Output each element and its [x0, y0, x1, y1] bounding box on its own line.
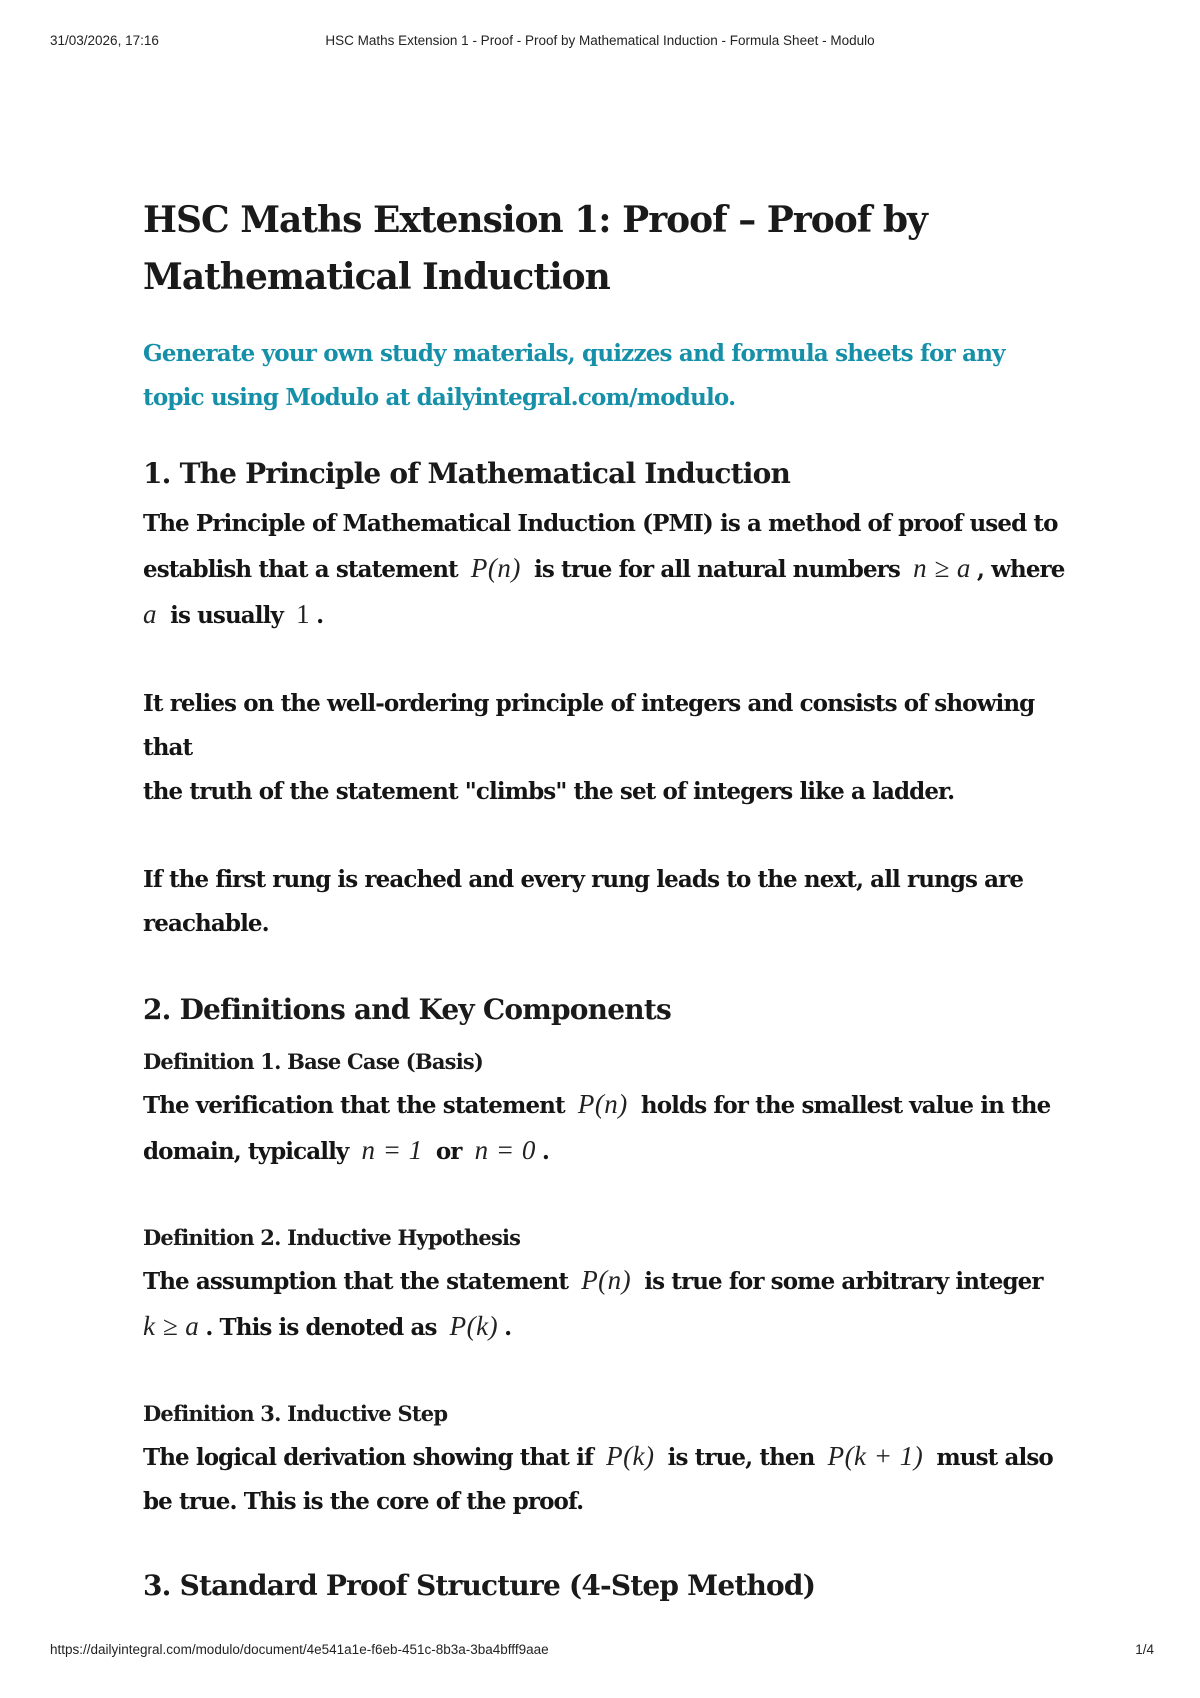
definition-1-body	[143, 1082, 1083, 1174]
s1-p1-text-c: is true for all natural numbers	[534, 556, 900, 583]
document-title	[143, 192, 1083, 306]
math-one: 1	[296, 599, 311, 629]
def3-text-a: The logical derivation showing that if	[143, 1444, 593, 1471]
page-number: 1/4	[1135, 1642, 1154, 1657]
s1-p1-text-d: , where	[976, 556, 1065, 583]
def2-text-a: The assumption that the statement	[143, 1268, 569, 1295]
math-k-ge-a: k ≥ a	[143, 1311, 200, 1341]
s1-p3-line2: reachable.	[143, 910, 269, 937]
s1-p2-line1: It relies on the well-ordering principle of integers and consists of showing that	[143, 690, 1035, 761]
math-a: a	[143, 599, 157, 629]
def2-text-b: is true for some arbitrary integer	[644, 1268, 1043, 1295]
s1-p1-text-a: The Principle of Mathematical Induction (PMI) is a method of proof used to	[143, 510, 1058, 537]
section-3-heading: 3. Standard Proof Structure (4-Step Method)	[143, 1569, 816, 1602]
math-n-eq-1: n = 1	[361, 1135, 423, 1165]
def1-text-b: holds for the smallest value in the	[640, 1092, 1051, 1119]
section-1-paragraph-1	[143, 502, 1083, 638]
math-P-of-n: P(n)	[470, 553, 521, 583]
def3-text-b: is true, then	[667, 1444, 815, 1471]
print-footer	[0, 1642, 1200, 1662]
math-P-of-n: P(n)	[577, 1089, 628, 1119]
def1-text-d: or	[435, 1138, 462, 1165]
definition-1-title: Definition 1. Base Case (Basis)	[143, 1049, 484, 1074]
s1-p3-line1: If the first rung is reached and every rung leads to the next, all rungs are	[143, 866, 1024, 893]
math-P-of-k-plus-1: P(k + 1)	[827, 1441, 924, 1471]
definition-2-title: Definition 2. Inductive Hypothesis	[143, 1225, 521, 1250]
math-P-of-n: P(n)	[581, 1265, 632, 1295]
math-P-of-k: P(k)	[606, 1441, 655, 1471]
document-title-line1: HSC Maths Extension 1: Proof – Proof by	[143, 199, 927, 241]
section-1-paragraph-3	[143, 858, 1083, 946]
promo-line2: topic using Modulo at dailyintegral.com/modulo.	[143, 384, 736, 411]
document-content	[143, 192, 1083, 1606]
print-url: https://dailyintegral.com/modulo/document/4e541a1e-f6eb-451c-8b3a-3ba4bfff9aae	[50, 1642, 549, 1657]
definition-3-title: Definition 3. Inductive Step	[143, 1401, 448, 1426]
print-timestamp: 31/03/2026, 17:16	[50, 33, 159, 48]
def3-text-d: be true. This is the core of the proof.	[143, 1488, 584, 1515]
section-1-paragraph-2	[143, 682, 1083, 814]
promo-link[interactable]	[143, 332, 1083, 420]
print-page-title: HSC Maths Extension 1 - Proof - Proof by Mathematical Induction - Formula Sheet - Modulo	[325, 33, 875, 48]
def1-text-a: The verification that the statement	[143, 1092, 565, 1119]
math-P-of-k: P(k)	[449, 1311, 499, 1341]
definition-2-body	[143, 1258, 1083, 1350]
def1-text-e: .	[541, 1138, 549, 1165]
def2-text-d: .	[504, 1314, 512, 1341]
s1-p1-text-b: establish that a statement	[143, 556, 458, 583]
s1-p1-text-f: .	[316, 602, 324, 629]
section-1-heading: 1. The Principle of Mathematical Induction	[143, 457, 791, 490]
document-title-line2: Mathematical Induction	[143, 256, 610, 298]
math-n-eq-0: n = 0	[474, 1135, 536, 1165]
def3-text-c: must also	[936, 1444, 1053, 1471]
s1-p1-text-e: is usually	[170, 602, 283, 629]
def2-text-c: . This is denoted as	[205, 1314, 437, 1341]
def1-text-c: domain, typically	[143, 1138, 349, 1165]
math-n-ge-a: n ≥ a	[913, 553, 971, 583]
section-2-heading: 2. Definitions and Key Components	[143, 993, 671, 1026]
definition-3-body	[143, 1434, 1083, 1524]
print-header	[0, 33, 1200, 53]
s1-p2-line2: the truth of the statement "climbs" the set of integers like a ladder.	[143, 778, 955, 805]
promo-line1: Generate your own study materials, quizzes and formula sheets for any	[143, 340, 1005, 367]
